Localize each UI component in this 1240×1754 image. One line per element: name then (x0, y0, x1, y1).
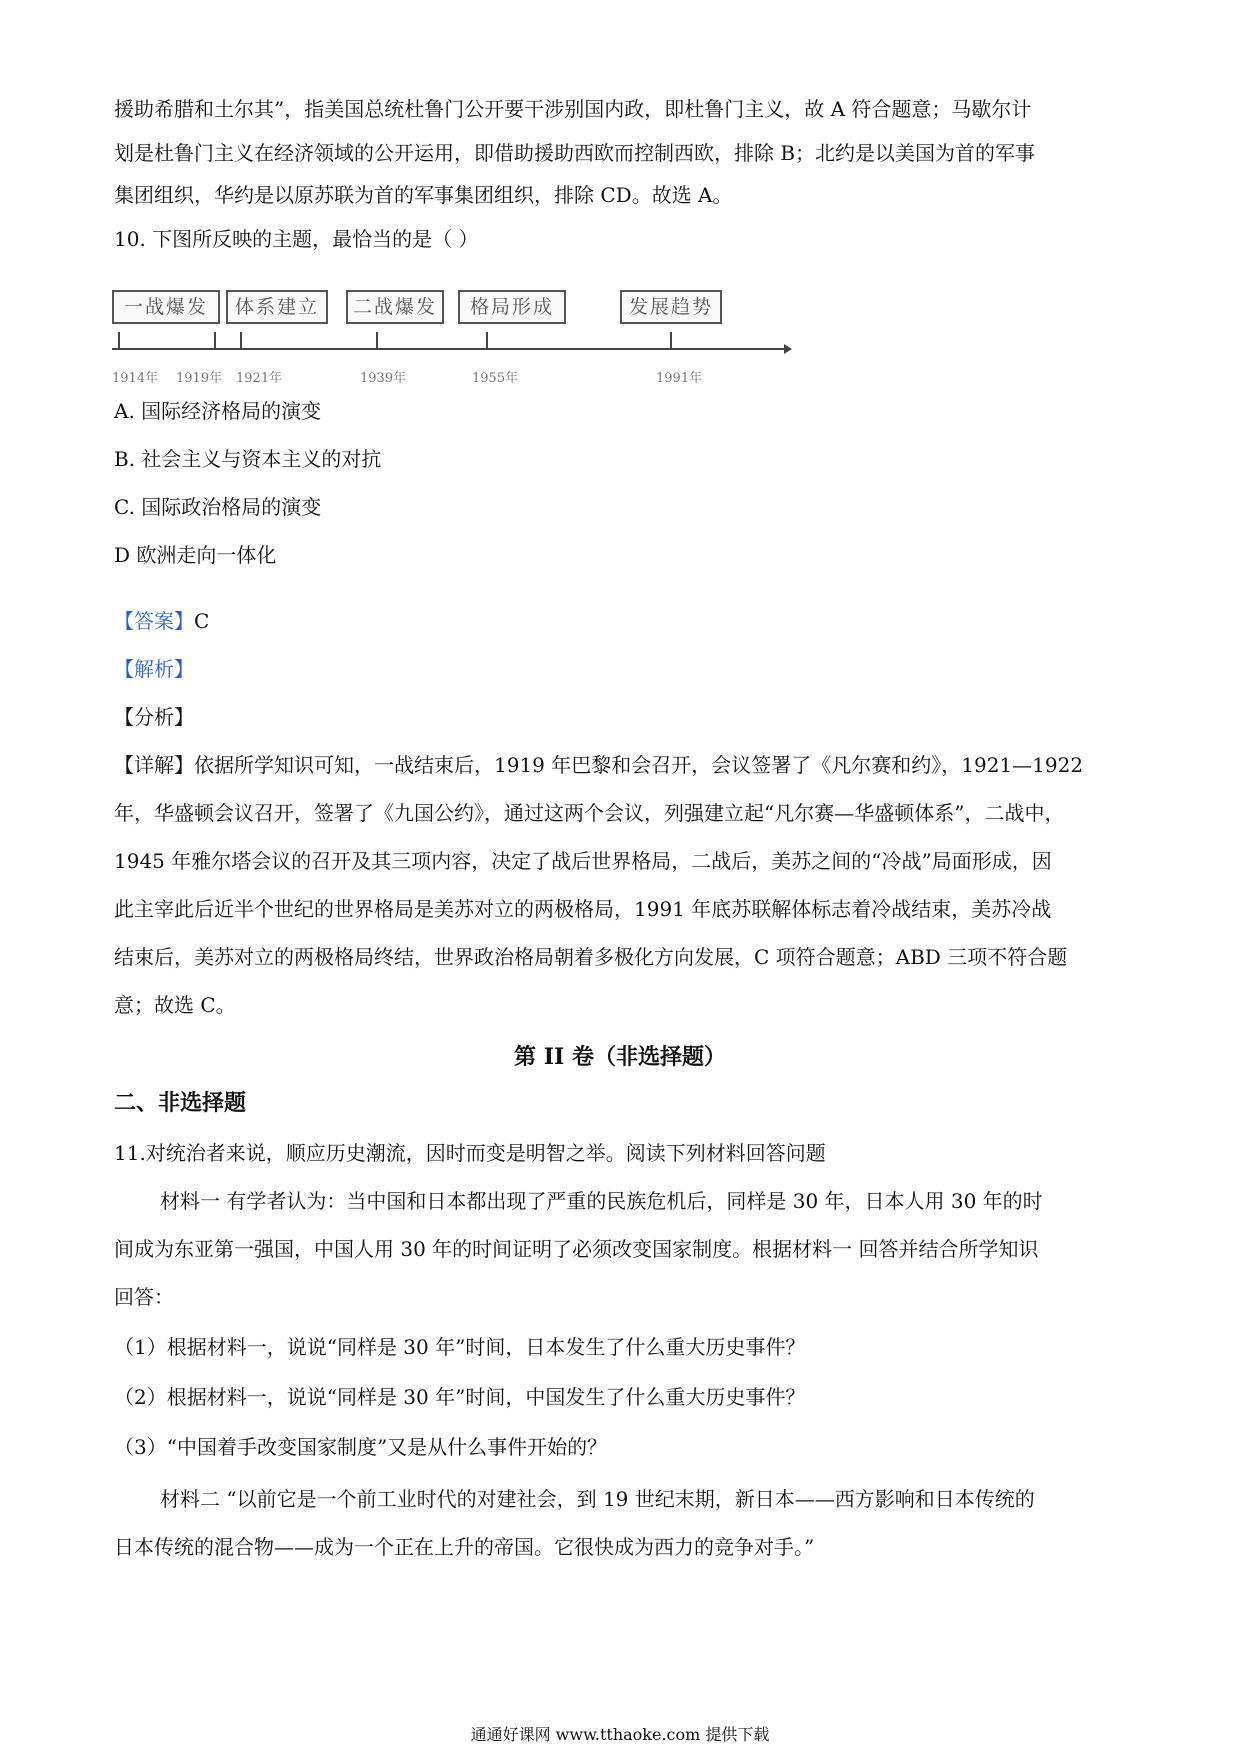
section-heading: 二、非选择题 (114, 1090, 247, 1116)
detail-line-3: 1945 年雅尔塔会议的召开及其三项内容，决定了战后世界格局，二战后，美苏之间的“冷战”局面形成，因 (114, 849, 1052, 873)
timeline-year: 1955年 (472, 371, 519, 386)
question-11-stem: 11.对统治者来说，顺应历史潮流，因时而变是明智之举。阅读下列材料回答问题 (114, 1141, 826, 1165)
material-2-line-1: 材料二 “以前它是一个前工业时代的对建社会，到 19 世纪末期，新日本——西方影响和日本传统的 (160, 1487, 1035, 1511)
page-footer: 通通好课网 www.tthaoke.com 提供下载 (470, 1725, 770, 1744)
timeline-box-trend: 发展趋势 (620, 290, 722, 324)
timeline-year: 1991年 (656, 371, 703, 386)
timeline-year: 1921年 (236, 371, 283, 386)
continuation-line-3: 集团组织，华约是以原苏联为首的军事集团组织，排除 CD。故选 A。 (114, 183, 733, 207)
timeline-year: 1939年 (360, 371, 407, 386)
timeline-tick (118, 332, 120, 350)
timeline-box-war1: 一战爆发 (112, 290, 220, 324)
material-2-line-2: 日本传统的混合物——成为一个正在上升的帝国。它很快成为西力的竞争对手。” (114, 1535, 815, 1559)
analysis-tag: 【解析】 (114, 657, 194, 681)
question-10-stem: 10. 下图所反映的主题，最恰当的是（ ） (114, 227, 479, 251)
continuation-line-2: 划是杜鲁门主义在经济领域的公开运用，即借助援助西欧而控制西欧，排除 B；北约是以美国为首的军事 (114, 141, 1036, 165)
timeline-tick (214, 332, 216, 350)
question-11-3: （3）“中国着手改变国家制度”又是从什么事件开始的？ (114, 1435, 608, 1459)
question-11-1: （1）根据材料一，说说“同样是 30 年”时间，日本发生了什么重大历史事件？ (114, 1335, 806, 1359)
part-2-title: 第 II 卷（非选择题） (514, 1044, 726, 1070)
question-11-2: （2）根据材料一，说说“同样是 30 年”时间，中国发生了什么重大历史事件？ (114, 1385, 806, 1409)
detail-line-4: 此主宰此后近半个世纪的世界格局是美苏对立的两极格局，1991 年底苏联解体标志着冷战结束，美苏冷战 (114, 897, 1052, 921)
material-1-line-1: 材料一 有学者认为：当中国和日本都出现了严重的民族危机后，同样是 30 年，日本人用 30 年的时 (160, 1189, 1043, 1213)
detail-line-1: 【详解】依据所学知识可知，一战结束后，1919 年巴黎和会召开，会议签署了《凡尔赛和约》，1921—1922 (114, 753, 1084, 777)
detail-line-6: 意；故选 C。 (114, 993, 236, 1017)
timeline-tick (240, 332, 242, 350)
timeline-tick (486, 332, 488, 350)
fenxi-tag: 【分析】 (114, 705, 194, 729)
answer-tag: 【答案】 (114, 609, 194, 633)
timeline-arrow-icon (784, 344, 792, 354)
option-b: B. 社会主义与资本主义的对抗 (114, 447, 382, 471)
option-a: A. 国际经济格局的演变 (114, 399, 322, 423)
timeline-box-pattern: 格局形成 (458, 290, 566, 324)
timeline-figure (112, 284, 790, 388)
material-1-line-2: 间成为东亚第一强国，中国人用 30 年的时间证明了必须改变国家制度。根据材料一 回答并结合所学知识 (114, 1237, 1039, 1261)
answer-value: C (194, 609, 210, 633)
continuation-line-1: 援助希腊和土尔其”，指美国总统杜鲁门公开要干涉别国内政，即杜鲁门主义，故 A 符合题意；马歇尔计 (114, 97, 1032, 121)
timeline-tick (376, 332, 378, 350)
timeline-box-system: 体系建立 (226, 290, 328, 324)
answer-row (114, 606, 1134, 636)
detail-line-2: 年，华盛顿会议召开，签署了《九国公约》，通过这两个会议，列强建立起“凡尔赛—华盛顿体系”，二战中， (114, 801, 1065, 825)
timeline-tick (670, 332, 672, 350)
material-1-line-3: 回答： (114, 1285, 174, 1309)
option-d: D 欧洲走向一体化 (114, 543, 277, 567)
timeline-year: 1914年 (112, 371, 159, 386)
option-c: C. 国际政治格局的演变 (114, 495, 322, 519)
timeline-year: 1919年 (176, 371, 223, 386)
timeline-box-war2: 二战爆发 (346, 290, 444, 324)
detail-line-5: 结束后，美苏对立的两极格局终结，世界政治格局朝着多极化方向发展，C 项符合题意；ABD 三项不符合题 (114, 945, 1068, 969)
